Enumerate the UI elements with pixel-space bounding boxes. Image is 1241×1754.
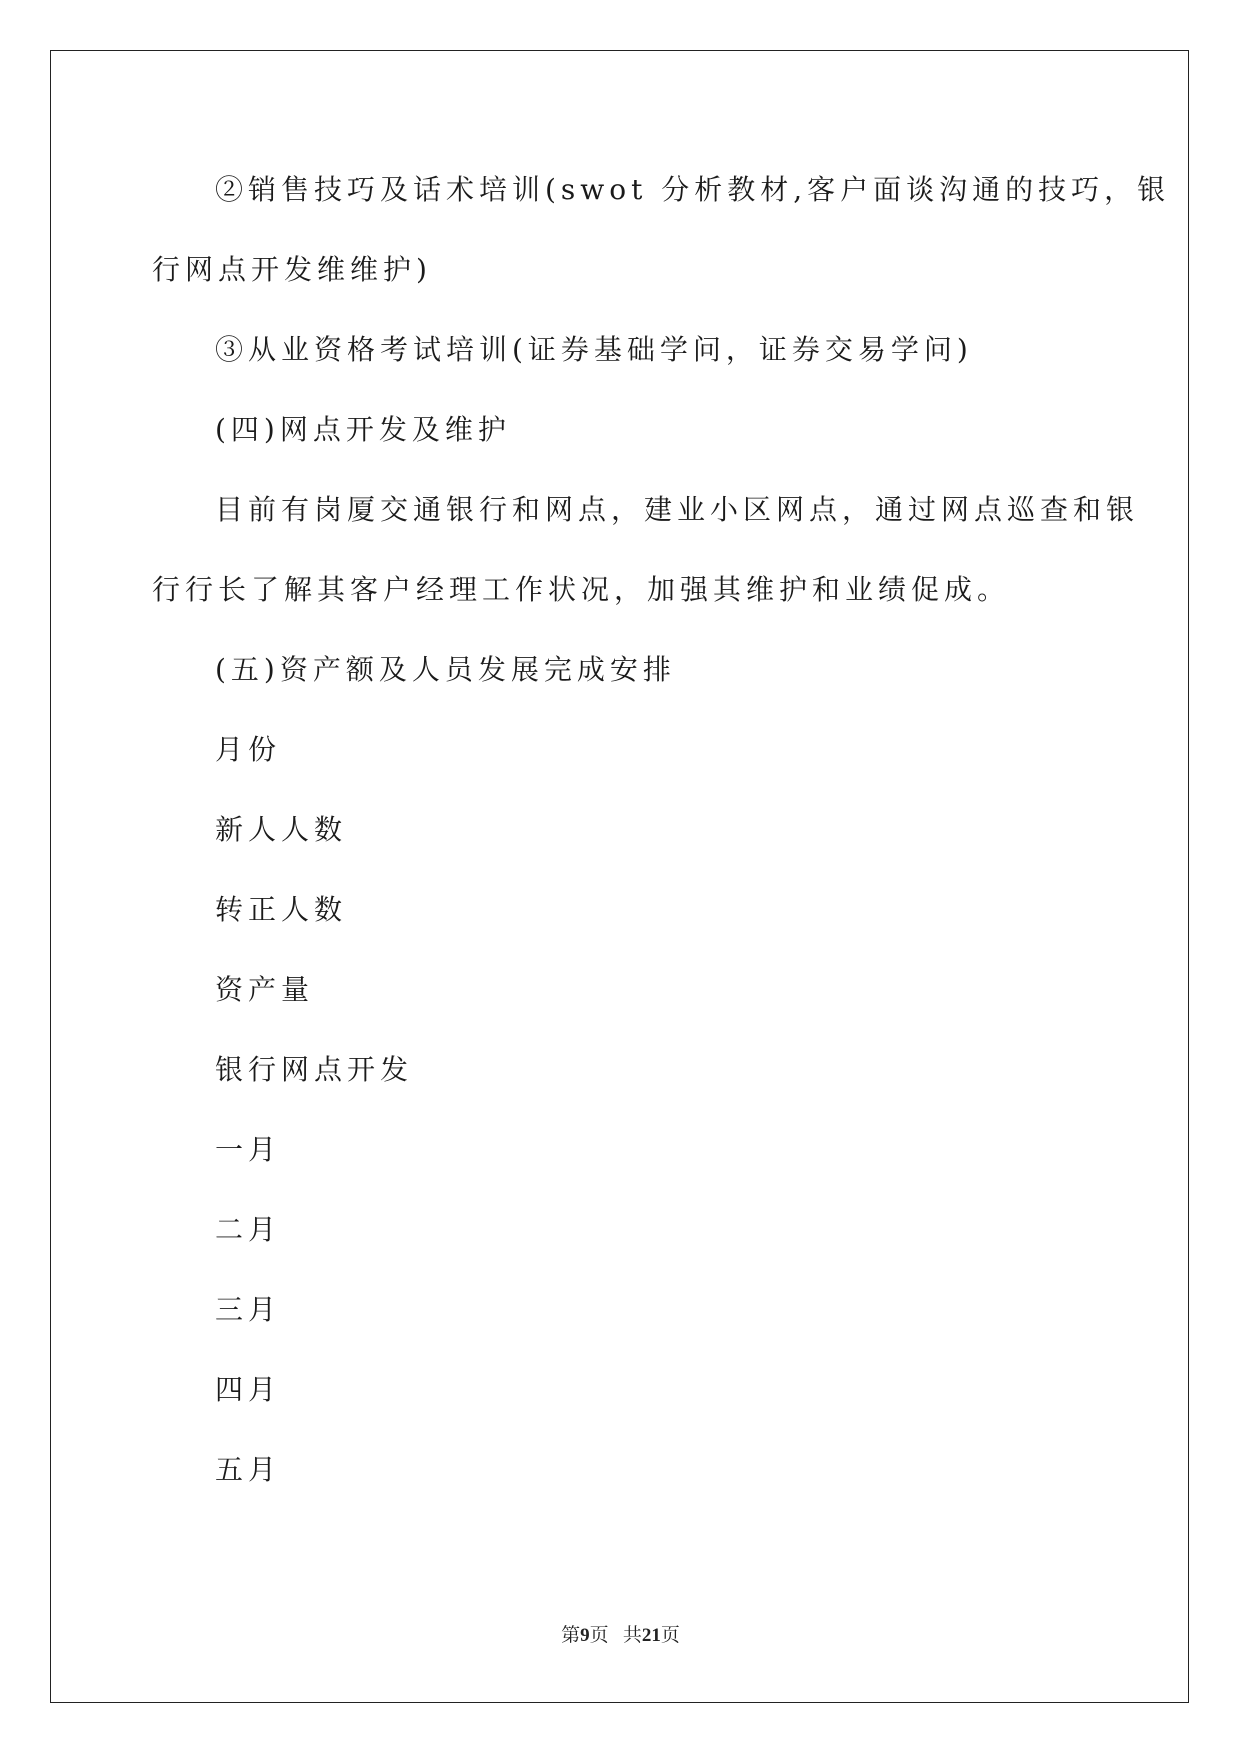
page-footer [0,1620,1241,1647]
table-cell-text: 转正人数 [215,893,348,926]
footer-prefix: 第 [561,1625,581,1646]
table-cell-text: 银行网点开发 [215,1053,414,1086]
text-line: 行行长了解其客户经理工作状况，加强其维护和业绩促成。 [152,573,1011,606]
footer-page-suffix: 页 [589,1625,609,1646]
table-cell-text: 三月 [215,1293,282,1326]
section-heading: (五)资产额及人员发展完成安排 [215,653,676,686]
table-cell-text: 新人人数 [215,813,348,846]
table-cell-text: 五月 [215,1453,282,1486]
table-cell-text: 资产量 [215,973,315,1006]
total-pages: 21 [641,1625,661,1646]
section-heading: (四)网点开发及维护 [215,413,511,446]
page-number: 9 [580,1625,590,1646]
footer-total-prefix: 共 [622,1625,642,1646]
table-cell-text: 二月 [215,1213,282,1246]
text-line: 目前有岗厦交通银行和网点，建业小区网点，通过网点巡查和银 [215,493,1140,526]
text-line: ③从业资格考试培训(证券基础学问，证券交易学问) [215,333,973,366]
text-line: 行网点开发维维护) [152,253,432,286]
text-line: ②销售技巧及话术培训(swot 分析教材,客户面谈沟通的技巧，银 [215,173,1171,206]
footer-total-suffix: 页 [660,1625,680,1646]
table-cell-text: 月份 [215,733,282,766]
table-cell-text: 一月 [215,1133,282,1166]
table-cell-text: 四月 [215,1373,282,1406]
